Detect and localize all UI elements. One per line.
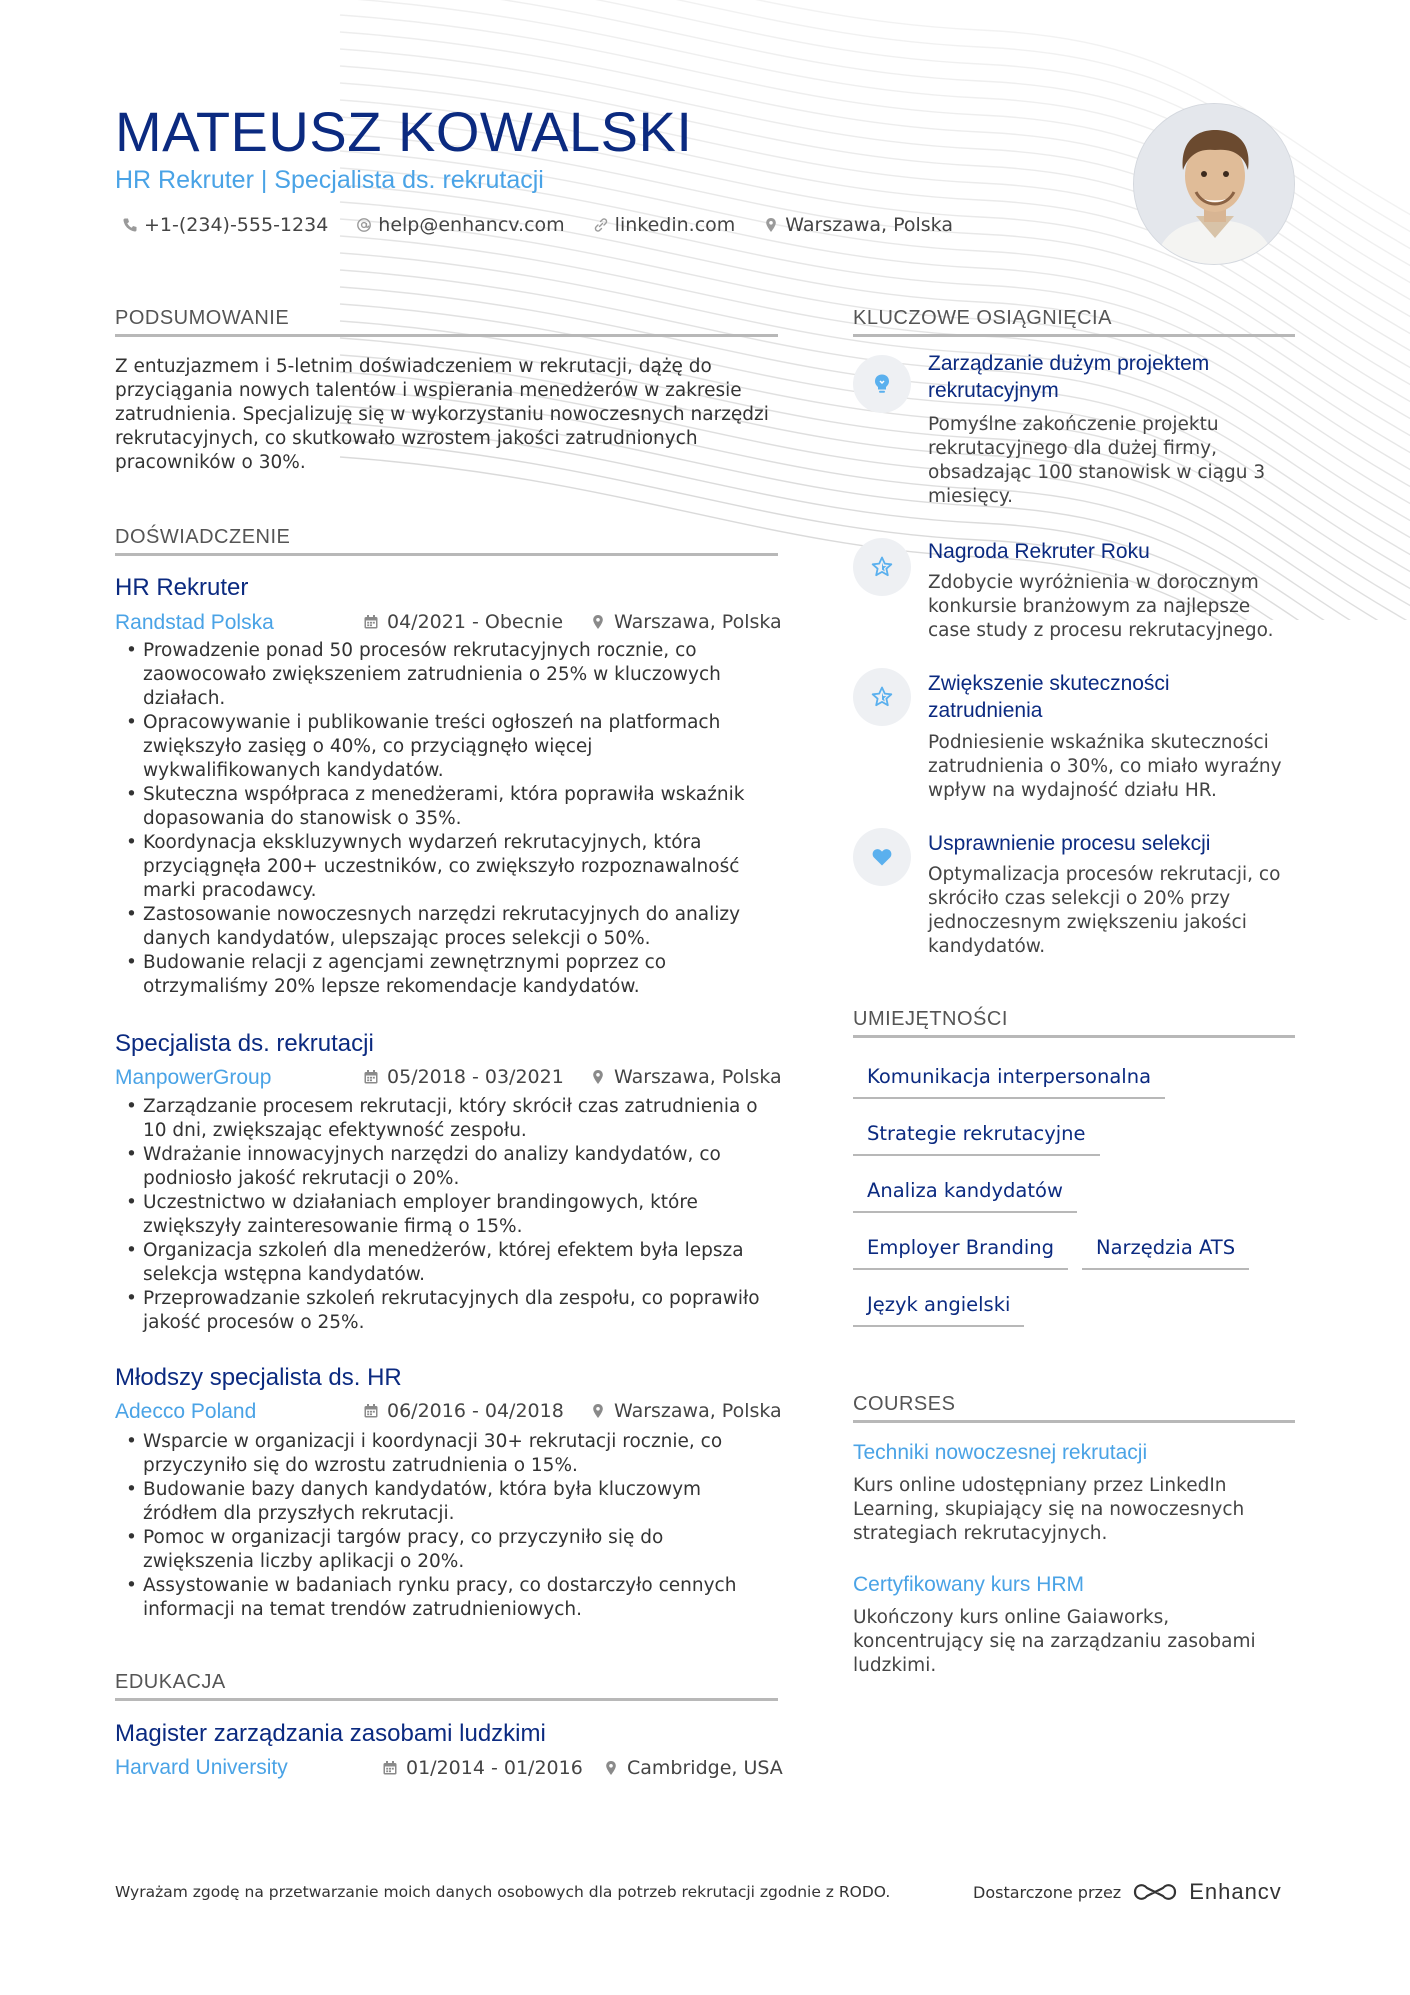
list-item: • Opracowywanie i publikowanie treści ogłoszeń na platformach zwiększyło zasięg o 40%, co przyciągnęło więcej wykwalifikowanych kandydatów. (122, 711, 772, 783)
contact-linkedin[interactable] (593, 214, 736, 236)
degree-title: Magister zarządzania zasobami ludzkimi (115, 1720, 546, 1747)
job-location (590, 611, 782, 633)
course-desc-line: ludzkimi. (853, 1655, 937, 1676)
education-dates (382, 1757, 583, 1779)
achievement-title (928, 538, 1288, 565)
achievements-heading: KLUCZOWE OSIĄGNIĘCIA (853, 307, 1295, 337)
job-location-text: Warszawa, Polska (614, 1066, 782, 1088)
education-dates-text: 01/2014 - 01/2016 (406, 1757, 583, 1779)
skill-tag: Narzędzia ATS (1082, 1236, 1249, 1270)
list-item: • Assystowanie w badaniach rynku pracy, co dostarczyło cennych informacji na temat trendów zatrudnieniowych. (122, 1574, 772, 1622)
powered-by-label: Dostarczone przez (973, 1882, 1122, 1902)
course-desc-line: Learning, skupiający się na nowoczesnych (853, 1499, 1245, 1520)
location-pin-icon (590, 1403, 606, 1419)
job-dates-text: 04/2021 - Obecnie (387, 611, 564, 633)
at-icon (356, 217, 372, 233)
phone-icon (122, 217, 138, 233)
job-dates-text: 06/2016 - 04/2018 (387, 1400, 564, 1422)
contact-location (763, 214, 953, 236)
calendar-icon (363, 1069, 379, 1085)
contact-bar (122, 214, 953, 236)
summary-line: pracowników o 30%. (115, 452, 306, 473)
achievement-desc-line: obsadzając 100 stanowisk w ciągu 3 (928, 462, 1266, 483)
achievement-icon-badge (853, 355, 911, 413)
star-icon (870, 555, 894, 579)
achievement-desc-line: Pomyślne zakończenie projektu (928, 414, 1219, 435)
achievement-title (928, 830, 1288, 857)
list-item: • Uczestnictwo w działaniach employer brandingowych, które zwiększyły zainteresowanie firmą o 15%. (122, 1191, 772, 1239)
job-location (590, 1066, 782, 1088)
achievement-title-line: Usprawnienie procesu selekcji (928, 832, 1211, 855)
list-item: • Wsparcie w organizacji i koordynacji 30+ rekrutacji rocznie, co przyczyniło się do wzrostu zatrudnienia o 15%. (122, 1430, 772, 1478)
list-item: • Przeprowadzanie szkoleń rekrutacyjnych dla zespołu, co poprawiło jakość procesów o 25%. (122, 1287, 772, 1335)
achievement-title-line: Nagroda Rekruter Roku (928, 540, 1150, 563)
education-location (603, 1757, 783, 1779)
location-text: Warszawa, Polska (785, 214, 953, 236)
enhancv-brand: Enhancv (1189, 1879, 1282, 1904)
course-desc-line: koncentrujący się na zarządzaniu zasobami (853, 1631, 1256, 1652)
school-name[interactable]: Harvard University (115, 1756, 288, 1779)
achievement-desc-line: skróciło czas selekcji o 20% przy (928, 888, 1231, 909)
list-item: • Prowadzenie ponad 50 procesów rekrutacyjnych rocznie, co zaowocowało zwiększeniem zatrudnienia o 25% w kluczowych działach. (122, 639, 772, 711)
profile-photo (1133, 103, 1295, 265)
calendar-icon (382, 1760, 398, 1776)
achievement-desc-line: miesięcy. (928, 486, 1014, 507)
list-item: • Wdrażanie innowacyjnych narzędzi do analizy kandydatów, co podniosło jakość rekrutacji o 20%. (122, 1143, 772, 1191)
course-desc-line: Kurs online udostępniany przez LinkedIn (853, 1475, 1227, 1496)
job-bullets (122, 639, 772, 999)
job-location-text: Warszawa, Polska (614, 1400, 782, 1422)
lightbulb-icon (870, 372, 894, 396)
summary-line: Z entuzjazmem i 5-letnim doświadczeniem w rekrutacji, dążę do (115, 356, 712, 377)
achievement-desc-line: case study z procesu rekrutacyjnego. (928, 620, 1274, 641)
education-location-text: Cambridge, USA (627, 1757, 783, 1779)
link-icon (593, 217, 609, 233)
achievement-desc (928, 731, 1293, 803)
job-title: HR Rekruter (115, 574, 249, 601)
summary-line: rekrutacyjnych, co skutkowało wzrostem jakości zatrudnionych (115, 428, 698, 449)
linkedin-text: linkedin.com (614, 214, 736, 236)
achievement-desc-line: jednoczesnym zwiększeniu jakości (928, 912, 1247, 933)
achievement-desc-line: wpływ na wydajność działu HR. (928, 780, 1217, 801)
skill-tag: Employer Branding (853, 1236, 1068, 1270)
achievement-icon-badge (853, 828, 911, 886)
achievement-desc-line: Optymalizacja procesów rekrutacji, co (928, 864, 1281, 885)
achievement-desc-line: kandydatów. (928, 936, 1046, 957)
list-item: • Budowanie bazy danych kandydatów, która była kluczowym źródłem dla przyszłych rekrutacji. (122, 1478, 772, 1526)
achievement-title (928, 670, 1288, 724)
job-company[interactable]: ManpowerGroup (115, 1066, 272, 1089)
achievement-desc-line: Zdobycie wyróżnienia w dorocznym (928, 572, 1259, 593)
education-heading: EDUKACJA (115, 1671, 778, 1701)
course-desc (853, 1474, 1295, 1546)
achievement-desc (928, 863, 1293, 959)
course-desc (853, 1606, 1295, 1678)
job-bullets (122, 1430, 772, 1622)
location-pin-icon (590, 1069, 606, 1085)
job-title: Specjalista ds. rekrutacji (115, 1030, 374, 1057)
course-title[interactable]: Techniki nowoczesnej rekrutacji (853, 1441, 1148, 1464)
summary-heading: PODSUMOWANIE (115, 307, 778, 337)
achievement-desc-line: Podniesienie wskaźnika skuteczności (928, 732, 1269, 753)
calendar-icon (363, 1403, 379, 1419)
avatar-illustration (1134, 104, 1295, 265)
achievement-title-line: Zwiększenie skuteczności (928, 672, 1170, 695)
job-dates (363, 611, 563, 633)
achievement-icon-badge (853, 668, 911, 726)
list-item: • Budowanie relacji z agencjami zewnętrznymi poprzez co otrzymaliśmy 20% lepsze rekomendacje kandydatów. (122, 951, 772, 999)
enhancv-logo-icon (1133, 1880, 1177, 1904)
courses-heading: COURSES (853, 1393, 1295, 1423)
summary-line: zatrudnienia. Specjalizuję się w wykorzystaniu nowoczesnych narzędzi (115, 404, 769, 425)
list-item: • Pomoc w organizacji targów pracy, co przyczyniło się do zwiększenia liczby aplikacji o 20%. (122, 1526, 772, 1574)
job-dates-text: 05/2018 - 03/2021 (387, 1066, 564, 1088)
calendar-icon (363, 614, 379, 630)
achievement-title (928, 350, 1288, 404)
list-item: • Zarządzanie procesem rekrutacji, który skrócił czas zatrudnienia o 10 dni, zwiększając efektywność zespołu. (122, 1095, 772, 1143)
experience-heading: DOŚWIADCZENIE (115, 526, 778, 556)
list-item: • Skuteczna współpraca z menedżerami, która poprawiła wskaźnik dopasowania do stanowisk o 35%. (122, 783, 772, 831)
job-dates (363, 1066, 564, 1088)
star-icon (870, 685, 894, 709)
location-pin-icon (590, 614, 606, 630)
achievement-title-line: rekrutacyjnym (928, 379, 1059, 402)
skill-tag: Język angielski (853, 1293, 1024, 1327)
phone-text: +1-(234)-555-1234 (144, 214, 329, 236)
gdpr-consent: Wyrażam zgodę na przetwarzanie moich danych osobowych dla potrzeb rekrutacji zgodnie z RODO. (115, 1883, 891, 1901)
achievement-desc-line: zatrudnienia o 30%, co miało wyraźny (928, 756, 1282, 777)
candidate-title: HR Rekruter | Specjalista ds. rekrutacji (115, 166, 544, 194)
achievement-desc (928, 571, 1293, 643)
course-title[interactable]: Certyfikowany kurs HRM (853, 1573, 1085, 1596)
heart-icon (870, 845, 894, 869)
job-location-text: Warszawa, Polska (614, 611, 782, 633)
job-company[interactable]: Randstad Polska (115, 611, 274, 634)
location-pin-icon (603, 1760, 619, 1776)
summary-text (115, 355, 778, 475)
job-location (590, 1400, 782, 1422)
skill-tag: Analiza kandydatów (853, 1179, 1077, 1213)
achievement-desc (928, 413, 1293, 509)
summary-line: przyciągania nowych talentów i wspierania menedżerów w zakresie (115, 380, 742, 401)
location-pin-icon (763, 217, 779, 233)
course-desc-line: Ukończony kurs online Gaiaworks, (853, 1607, 1170, 1628)
achievement-title-line: Zarządzanie dużym projektem (928, 352, 1210, 375)
list-item: • Organizacja szkoleń dla menedżerów, której efektem była lepsza selekcja wstępna kandydatów. (122, 1239, 772, 1287)
job-bullets (122, 1095, 772, 1335)
skill-tag: Komunikacja interpersonalna (853, 1065, 1165, 1099)
list-item: • Koordynacja ekskluzywnych wydarzeń rekrutacyjnych, która przyciągnęła 200+ uczestników, co zwiększyło rozpoznawalność marki pracodawcy. (122, 831, 772, 903)
list-item: • Zastosowanie nowoczesnych narzędzi rekrutacyjnych do analizy danych kandydatów, ulepszając proces selekcji o 50%. (122, 903, 772, 951)
achievement-icon-badge (853, 538, 911, 596)
course-desc-line: strategiach rekrutacyjnych. (853, 1523, 1108, 1544)
achievement-desc-line: konkursie branżowym za najlepsze (928, 596, 1251, 617)
job-dates (363, 1400, 564, 1422)
skill-tag: Strategie rekrutacyjne (853, 1122, 1100, 1156)
achievement-desc-line: rekrutacyjnego dla dużej firmy, (928, 438, 1217, 459)
skills-heading: UMIEJĘTNOŚCI (853, 1008, 1295, 1038)
job-company[interactable]: Adecco Poland (115, 1400, 257, 1423)
achievement-title-line: zatrudnienia (928, 699, 1043, 722)
powered-by[interactable] (973, 1879, 1282, 1905)
contact-phone[interactable] (122, 214, 328, 236)
candidate-name: MATEUSZ KOWALSKI (115, 100, 693, 163)
job-title: Młodszy specjalista ds. HR (115, 1364, 402, 1391)
email-text: help@enhancv.com (378, 214, 565, 236)
contact-email[interactable] (356, 214, 564, 236)
